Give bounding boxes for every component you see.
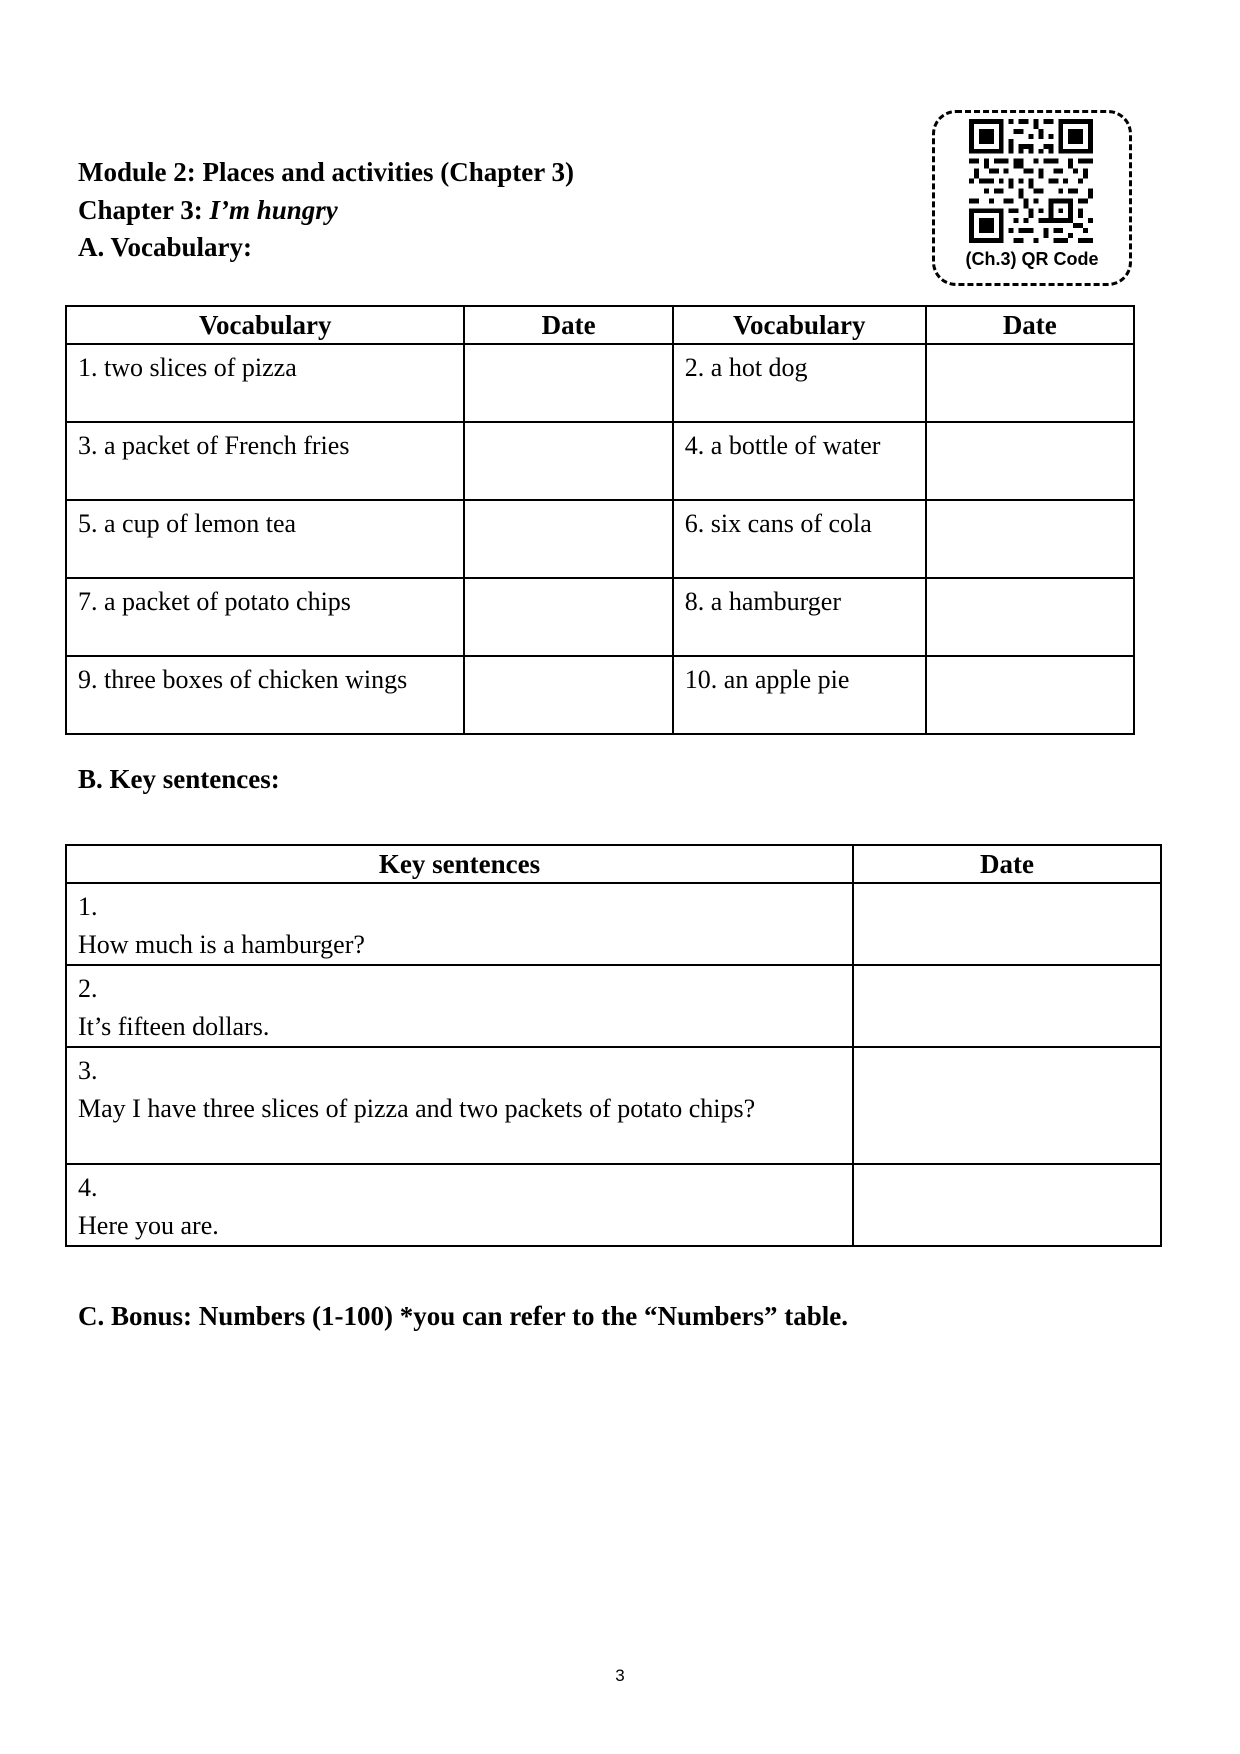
date-cell[interactable] xyxy=(464,578,672,656)
vocab-item: 5. a cup of lemon tea xyxy=(66,500,464,578)
vocab-item: 7. a packet of potato chips xyxy=(66,578,464,656)
sentence-number: 2. xyxy=(78,974,98,1003)
table-row xyxy=(66,656,1134,734)
vocab-item: 3. a packet of French fries xyxy=(66,422,464,500)
vocab-item: 6. six cans of cola xyxy=(673,500,926,578)
table-row xyxy=(66,1047,1161,1164)
vocabulary-header-row xyxy=(66,306,1134,344)
date-cell[interactable] xyxy=(926,656,1134,734)
vocabulary-header: Vocabulary xyxy=(673,306,926,344)
table-row xyxy=(66,344,1134,422)
date-cell[interactable] xyxy=(464,344,672,422)
section-c-heading: C. Bonus: Numbers (1-100) *you can refer to the “Numbers” table. xyxy=(78,1301,848,1331)
sentence-text: It’s fifteen dollars. xyxy=(78,1012,270,1041)
qr-code-box xyxy=(932,110,1132,286)
vocabulary-header: Vocabulary xyxy=(66,306,464,344)
date-cell[interactable] xyxy=(926,578,1134,656)
chapter-title xyxy=(78,193,338,227)
key-sentences-header-row xyxy=(66,845,1161,883)
vocab-item: 8. a hamburger xyxy=(673,578,926,656)
sentence-cell xyxy=(66,1047,853,1164)
section-a-heading: A. Vocabulary: xyxy=(78,232,253,262)
table-row xyxy=(66,1164,1161,1246)
date-cell[interactable] xyxy=(926,500,1134,578)
qr-caption: (Ch.3) QR Code xyxy=(965,249,1099,269)
sentence-cell xyxy=(66,883,853,965)
sentence-text: How much is a hamburger? xyxy=(78,930,365,959)
date-cell[interactable] xyxy=(926,422,1134,500)
sentence-text: Here you are. xyxy=(78,1211,219,1240)
chapter-name: I’m hungry xyxy=(209,195,338,225)
table-row xyxy=(66,883,1161,965)
date-cell[interactable] xyxy=(853,965,1161,1047)
date-cell[interactable] xyxy=(853,883,1161,965)
vocab-item: 1. two slices of pizza xyxy=(66,344,464,422)
table-row xyxy=(66,500,1134,578)
vocabulary-table xyxy=(65,305,1135,735)
vocab-item: 4. a bottle of water xyxy=(673,422,926,500)
key-sentences-header: Key sentences xyxy=(66,845,853,883)
date-cell[interactable] xyxy=(464,500,672,578)
vocab-item: 10. an apple pie xyxy=(673,656,926,734)
sentence-number: 4. xyxy=(78,1173,98,1202)
sentence-text: May I have three slices of pizza and two packets of potato chips? xyxy=(78,1094,756,1123)
date-header: Date xyxy=(853,845,1161,883)
key-sentences-table xyxy=(65,844,1162,1247)
date-cell[interactable] xyxy=(853,1047,1161,1164)
sentence-cell xyxy=(66,965,853,1047)
sentence-number: 1. xyxy=(78,892,98,921)
module-title: Module 2: Places and activities (Chapter 3) xyxy=(78,157,574,187)
date-cell[interactable] xyxy=(853,1164,1161,1246)
table-row xyxy=(66,422,1134,500)
sentence-number: 3. xyxy=(78,1056,98,1085)
table-row xyxy=(66,965,1161,1047)
date-cell[interactable] xyxy=(464,422,672,500)
qr-code-icon xyxy=(969,119,1093,243)
section-b-heading: B. Key sentences: xyxy=(78,764,280,794)
vocab-item: 9. three boxes of chicken wings xyxy=(66,656,464,734)
page-number: 3 xyxy=(615,1666,625,1685)
vocab-item: 2. a hot dog xyxy=(673,344,926,422)
date-cell[interactable] xyxy=(464,656,672,734)
date-cell[interactable] xyxy=(926,344,1134,422)
sentence-cell xyxy=(66,1164,853,1246)
chapter-prefix: Chapter 3: xyxy=(78,195,210,225)
date-header: Date xyxy=(926,306,1134,344)
date-header: Date xyxy=(464,306,672,344)
table-row xyxy=(66,578,1134,656)
